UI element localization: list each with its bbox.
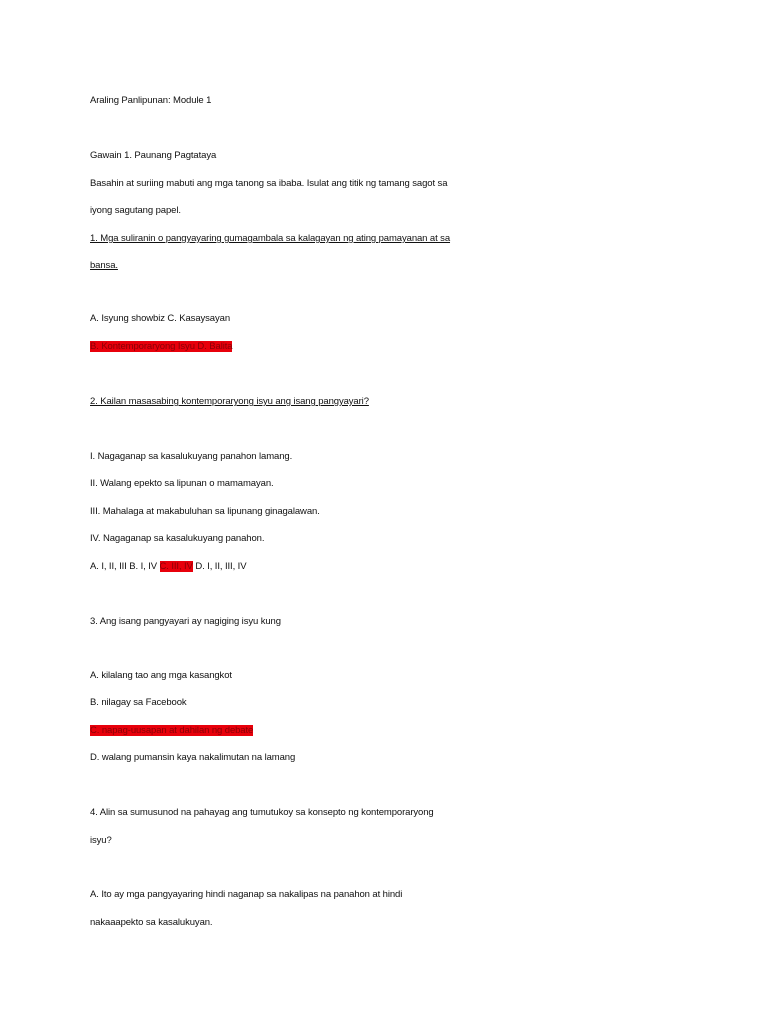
question-3-option-c (90, 725, 253, 737)
question-1-options-b-d (90, 341, 232, 353)
question-3-option-a: A. kilalang tao ang mga kasangkot (90, 670, 232, 681)
statement-4: IV. Nagaganap sa kasalukuyang panahon. (90, 533, 265, 544)
question-3-line-1: 3. Ang isang pangyayari ay nagiging isyu kung (90, 616, 281, 627)
answer-d: D. I, II, III, IV (192, 561, 247, 572)
document-title: Araling Panlipunan: Module 1 (90, 95, 212, 106)
statement-2: II. Walang epekto sa lipunan o mamamayan. (90, 478, 274, 489)
highlighted-answer: B. Kontemporaryong Isyu D. Balita (90, 341, 233, 352)
answers-a-b: A. I, II, III B. I, IV (90, 561, 160, 572)
question-3-option-b: B. nilagay sa Facebook (90, 697, 187, 708)
question-4-line-1: 4. Alin sa sumusunod na pahayag ang tumutukoy sa konsepto ng kontemporaryong (90, 807, 434, 818)
question-4-line-2: isyu? (90, 835, 112, 846)
statement-1: I. Nagaganap sa kasalukuyang panahon lamang. (90, 451, 293, 462)
instructions-line-1: Basahin at suriing mabuti ang mga tanong sa ibaba. Isulat ang titik ng tamang sagot sa (90, 178, 448, 189)
question-3-option-d: D. walang pumansin kaya nakalimutan na lamang (90, 752, 296, 763)
instructions-line-2: iyong sagutang papel. (90, 205, 181, 216)
question-1-options-a-c: A. Isyung showbiz C. Kasaysayan (90, 313, 230, 324)
highlighted-answer: C. III, IV (159, 561, 193, 572)
activity-heading: Gawain 1. Paunang Pagtataya (90, 150, 217, 161)
statement-3: III. Mahalaga at makabuluhan sa lipunang ginagalawan. (90, 506, 320, 517)
question-4-option-a-line-1: A. Ito ay mga pangyayaring hindi naganap sa nakalipas na panahon at hindi (90, 889, 403, 900)
question-2-answers (90, 561, 246, 573)
question-4-option-a-line-2: nakaaapekto sa kasalukuyan. (90, 917, 213, 928)
question-1-line-1: 1. Mga suliranin o pangyayaring gumagambala sa kalagayan ng ating pamayanan at sa (90, 233, 451, 244)
highlighted-answer: C. napag-uusapan at dahilan ng debate (90, 725, 254, 736)
question-2-line-1: 2. Kailan masasabing kontemporaryong isyu ang isang pangyayari? (90, 396, 369, 407)
question-1-line-2: bansa. (90, 260, 118, 271)
